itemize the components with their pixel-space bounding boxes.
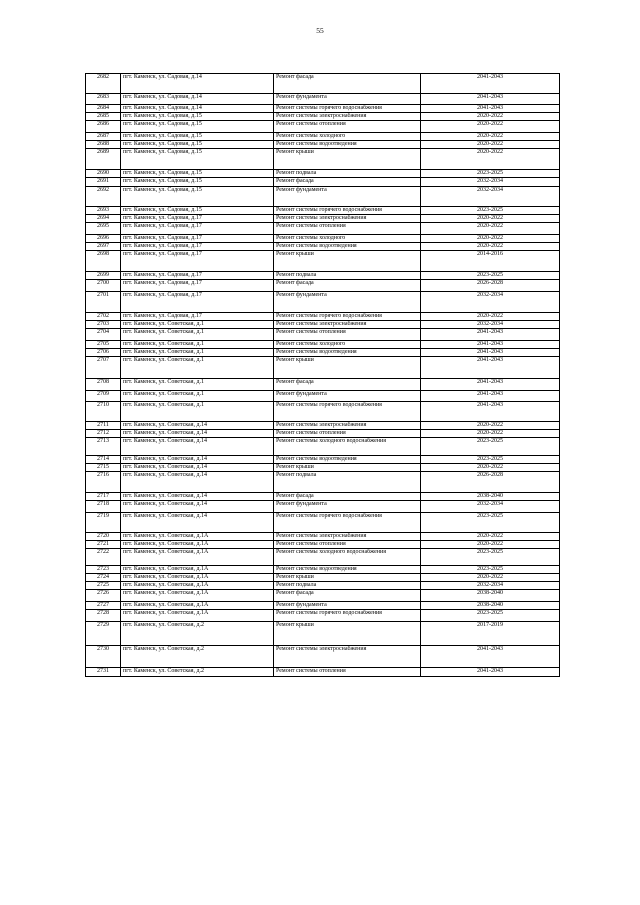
table-row: [86, 321, 560, 329]
row-period: 2014-2016: [421, 251, 560, 272]
row-address: пгт. Каменск, ул. Советская, д.14: [121, 456, 274, 464]
table-row: [86, 574, 560, 582]
row-period: 2041-2043: [421, 668, 560, 677]
row-work-type: Ремонт системы отопления: [274, 430, 421, 438]
row-period: 2023-2025: [421, 207, 560, 215]
table-row: [86, 610, 560, 622]
row-work-type: Ремонт крыши: [274, 149, 421, 170]
table-row: [86, 357, 560, 379]
row-period: 2023-2025: [421, 272, 560, 280]
table-row: [86, 379, 560, 391]
row-number: 2721: [86, 541, 121, 549]
row-number: 2723: [86, 566, 121, 574]
row-number: 2711: [86, 422, 121, 430]
row-period: 2020-2022: [421, 215, 560, 223]
row-work-type: Ремонт системы электроснабжения: [274, 646, 421, 668]
row-address: пгт. Каменск, ул. Советская, д.1А: [121, 549, 274, 566]
row-number: 2703: [86, 321, 121, 329]
table-row: [86, 582, 560, 590]
row-number: 2714: [86, 456, 121, 464]
row-address: пгт. Каменск, ул. Садовая, д.17: [121, 313, 274, 321]
row-work-type: Ремонт системы отопления: [274, 121, 421, 133]
row-work-type: Ремонт крыши: [274, 464, 421, 472]
table-row: [86, 501, 560, 513]
row-work-type: Ремонт системы электроснабжения: [274, 215, 421, 223]
row-period: 2032-2034: [421, 501, 560, 513]
table-row: [86, 349, 560, 357]
row-work-type: Ремонт подвала: [274, 170, 421, 178]
row-period: 2041-2043: [421, 357, 560, 379]
row-work-type: Ремонт системы отопления: [274, 223, 421, 235]
row-number: 2695: [86, 223, 121, 235]
row-work-type: Ремонт фундамента: [274, 501, 421, 513]
row-work-type: Ремонт системы холодного водоснабжения: [274, 438, 421, 456]
row-period: 2020-2022: [421, 113, 560, 121]
table-row: [86, 223, 560, 235]
table-row: [86, 430, 560, 438]
row-number: 2683: [86, 94, 121, 105]
row-period: 2041-2043: [421, 329, 560, 341]
row-number: 2691: [86, 178, 121, 187]
row-work-type: Ремонт системы электроснабжения: [274, 321, 421, 329]
row-number: 2705: [86, 341, 121, 349]
row-number: 2709: [86, 391, 121, 402]
row-address: пгт. Каменск, ул. Садовая, д.15: [121, 170, 274, 178]
page-number: 55: [316, 26, 324, 35]
row-address: пгт. Каменск, ул. Советская, д.14: [121, 501, 274, 513]
row-work-type: Ремонт фасада: [274, 280, 421, 292]
row-address: пгт. Каменск, ул. Советская, д.1: [121, 379, 274, 391]
row-address: пгт. Каменск, ул. Советская, д.1А: [121, 582, 274, 590]
row-number: 2684: [86, 105, 121, 113]
row-work-type: Ремонт фасада: [274, 590, 421, 602]
row-work-type: Ремонт фундамента: [274, 292, 421, 313]
row-period: 2023-2025: [421, 438, 560, 456]
table-row: [86, 456, 560, 464]
table-row: [86, 170, 560, 178]
row-period: 2020-2022: [421, 313, 560, 321]
row-period: 2023-2025: [421, 170, 560, 178]
row-period: 2041-2043: [421, 391, 560, 402]
row-work-type: Ремонт системы отопления: [274, 541, 421, 549]
row-number: 2724: [86, 574, 121, 582]
row-period: 2032-2034: [421, 187, 560, 207]
row-period: 2020-2022: [421, 235, 560, 243]
row-number: 2693: [86, 207, 121, 215]
row-address: пгт. Каменск, ул. Садовая, д.17: [121, 272, 274, 280]
row-period: 2020-2022: [421, 422, 560, 430]
row-period: 2041-2043: [421, 646, 560, 668]
row-address: пгт. Каменск, ул. Садовая, д.15: [121, 149, 274, 170]
row-work-type: Ремонт крыши: [274, 622, 421, 646]
row-work-type: Ремонт фундамента: [274, 391, 421, 402]
row-address: пгт. Каменск, ул. Садовая, д.14: [121, 105, 274, 113]
row-period: 2041-2043: [421, 341, 560, 349]
table-row: [86, 280, 560, 292]
row-address: пгт. Каменск, ул. Советская, д.1А: [121, 610, 274, 622]
row-number: 2708: [86, 379, 121, 391]
row-address: пгт. Каменск, ул. Садовая, д.17: [121, 235, 274, 243]
row-number: 2699: [86, 272, 121, 280]
row-period: 2032-2034: [421, 292, 560, 313]
row-period: 2017-2019: [421, 622, 560, 646]
table-row: [86, 113, 560, 121]
row-number: 2720: [86, 533, 121, 541]
table-row: [86, 541, 560, 549]
row-work-type: Ремонт системы горячего водоснабжения: [274, 402, 421, 422]
row-period: 2026-2028: [421, 472, 560, 493]
row-period: 2026-2028: [421, 280, 560, 292]
row-number: 2686: [86, 121, 121, 133]
row-address: пгт. Каменск, ул. Советская, д.14: [121, 472, 274, 493]
row-work-type: Ремонт фасада: [274, 178, 421, 187]
table-row: [86, 464, 560, 472]
table-row: [86, 251, 560, 272]
table-row: [86, 187, 560, 207]
row-address: пгт. Каменск, ул. Советская, д.14: [121, 513, 274, 533]
row-number: 2690: [86, 170, 121, 178]
table-row: [86, 74, 560, 94]
row-address: пгт. Каменск, ул. Садовая, д.17: [121, 215, 274, 223]
row-address: пгт. Каменск, ул. Советская, д.1А: [121, 541, 274, 549]
row-work-type: Ремонт фундамента: [274, 602, 421, 610]
row-number: 2731: [86, 668, 121, 677]
row-address: пгт. Каменск, ул. Садовая, д.17: [121, 280, 274, 292]
row-number: 2700: [86, 280, 121, 292]
table-row: [86, 438, 560, 456]
row-address: пгт. Каменск, ул. Советская, д.2: [121, 668, 274, 677]
row-address: пгт. Каменск, ул. Садовая, д.15: [121, 187, 274, 207]
row-address: пгт. Каменск, ул. Советская, д.1: [121, 391, 274, 402]
row-address: пгт. Каменск, ул. Садовая, д.17: [121, 223, 274, 235]
row-number: 2697: [86, 243, 121, 251]
table-row: [86, 341, 560, 349]
row-number: 2717: [86, 493, 121, 501]
row-work-type: Ремонт системы отопления: [274, 668, 421, 677]
row-period: 2032-2034: [421, 582, 560, 590]
row-address: пгт. Каменск, ул. Советская, д.1: [121, 329, 274, 341]
row-period: 2020-2022: [421, 149, 560, 170]
row-work-type: Ремонт системы водоотведения: [274, 141, 421, 149]
table-row: [86, 207, 560, 215]
row-address: пгт. Каменск, ул. Садовая, д.14: [121, 94, 274, 105]
row-period: 2038-2040: [421, 493, 560, 501]
table-row: [86, 178, 560, 187]
row-address: пгт. Каменск, ул. Садовая, д.17: [121, 251, 274, 272]
row-number: 2710: [86, 402, 121, 422]
row-work-type: Ремонт системы водоотведения: [274, 456, 421, 464]
row-address: пгт. Каменск, ул. Советская, д.1: [121, 321, 274, 329]
row-work-type: Ремонт фасада: [274, 379, 421, 391]
row-period: 2020-2022: [421, 541, 560, 549]
row-work-type: Ремонт системы горячего водоснабжения: [274, 313, 421, 321]
table-row: [86, 133, 560, 141]
row-period: 2041-2043: [421, 402, 560, 422]
row-number: 2729: [86, 622, 121, 646]
table-row: [86, 493, 560, 501]
repair-schedule-rows: [86, 74, 560, 677]
table-row: [86, 549, 560, 566]
table-row: [86, 422, 560, 430]
row-address: пгт. Каменск, ул. Садовая, д.17: [121, 292, 274, 313]
row-address: пгт. Каменск, ул. Садовая, д.15: [121, 113, 274, 121]
repair-schedule-table: [85, 73, 560, 677]
row-number: 2727: [86, 602, 121, 610]
row-address: пгт. Каменск, ул. Садовая, д.15: [121, 178, 274, 187]
table-row: [86, 668, 560, 677]
row-number: 2694: [86, 215, 121, 223]
row-address: пгт. Каменск, ул. Советская, д.14: [121, 464, 274, 472]
row-work-type: Ремонт системы водоотведения: [274, 243, 421, 251]
row-period: 2020-2022: [421, 133, 560, 141]
table-row: [86, 602, 560, 610]
row-work-type: Ремонт крыши: [274, 251, 421, 272]
row-work-type: Ремонт системы горячего водоснабжения: [274, 610, 421, 622]
row-work-type: Ремонт крыши: [274, 357, 421, 379]
row-work-type: Ремонт крыши: [274, 574, 421, 582]
row-number: 2728: [86, 610, 121, 622]
table-row: [86, 243, 560, 251]
table-row: [86, 533, 560, 541]
table-row: [86, 121, 560, 133]
row-period: 2020-2022: [421, 141, 560, 149]
row-number: 2726: [86, 590, 121, 602]
row-work-type: Ремонт системы горячего водоснабжения: [274, 513, 421, 533]
row-address: пгт. Каменск, ул. Советская, д.1: [121, 341, 274, 349]
row-address: пгт. Каменск, ул. Советская, д.1: [121, 349, 274, 357]
row-address: пгт. Каменск, ул. Советская, д.2: [121, 646, 274, 668]
row-address: пгт. Каменск, ул. Советская, д.14: [121, 430, 274, 438]
row-period: 2032-2034: [421, 321, 560, 329]
row-work-type: Ремонт системы водоотведения: [274, 566, 421, 574]
table-row: [86, 622, 560, 646]
row-address: пгт. Каменск, ул. Садовая, д.15: [121, 121, 274, 133]
row-work-type: Ремонт подвала: [274, 272, 421, 280]
row-number: 2719: [86, 513, 121, 533]
row-number: 2687: [86, 133, 121, 141]
row-work-type: Ремонт системы холодного: [274, 133, 421, 141]
row-period: 2023-2025: [421, 549, 560, 566]
row-work-type: Ремонт подвала: [274, 472, 421, 493]
row-period: 2023-2025: [421, 513, 560, 533]
row-address: пгт. Каменск, ул. Советская, д.1А: [121, 574, 274, 582]
row-number: 2701: [86, 292, 121, 313]
table-row: [86, 292, 560, 313]
table-row: [86, 402, 560, 422]
row-address: пгт. Каменск, ул. Советская, д.1А: [121, 590, 274, 602]
row-address: пгт. Каменск, ул. Советская, д.1А: [121, 566, 274, 574]
row-address: пгт. Каменск, ул. Советская, д.14: [121, 422, 274, 430]
row-period: 2041-2043: [421, 379, 560, 391]
row-work-type: Ремонт системы водоотведения: [274, 349, 421, 357]
row-address: пгт. Каменск, ул. Советская, д.1: [121, 357, 274, 379]
row-work-type: Ремонт фундамента: [274, 94, 421, 105]
row-period: 2041-2043: [421, 74, 560, 94]
row-period: 2020-2022: [421, 574, 560, 582]
table-row: [86, 513, 560, 533]
row-work-type: Ремонт системы холодного: [274, 341, 421, 349]
row-address: пгт. Каменск, ул. Советская, д.1: [121, 402, 274, 422]
table-row: [86, 272, 560, 280]
table-row: [86, 566, 560, 574]
row-period: 2041-2043: [421, 105, 560, 113]
row-number: 2702: [86, 313, 121, 321]
row-number: 2706: [86, 349, 121, 357]
row-work-type: Ремонт системы холодного водоснабжения: [274, 549, 421, 566]
table-row: [86, 149, 560, 170]
table-row: [86, 329, 560, 341]
row-number: 2725: [86, 582, 121, 590]
row-number: 2704: [86, 329, 121, 341]
row-period: 2020-2022: [421, 430, 560, 438]
row-work-type: Ремонт системы горячего водоснабжения: [274, 105, 421, 113]
row-address: пгт. Каменск, ул. Садовая, д.15: [121, 207, 274, 215]
row-number: 2688: [86, 141, 121, 149]
row-number: 2716: [86, 472, 121, 493]
row-work-type: Ремонт системы отопления: [274, 329, 421, 341]
row-number: 2715: [86, 464, 121, 472]
row-period: 2020-2022: [421, 464, 560, 472]
row-address: пгт. Каменск, ул. Советская, д.2: [121, 622, 274, 646]
row-work-type: Ремонт фундамента: [274, 187, 421, 207]
table-row: [86, 215, 560, 223]
row-address: пгт. Каменск, ул. Садовая, д.14: [121, 74, 274, 94]
row-work-type: Ремонт системы электроснабжения: [274, 113, 421, 121]
table-row: [86, 313, 560, 321]
row-period: 2032-2034: [421, 178, 560, 187]
row-number: 2682: [86, 74, 121, 94]
row-address: пгт. Каменск, ул. Советская, д.14: [121, 438, 274, 456]
row-period: 2038-2040: [421, 602, 560, 610]
row-number: 2692: [86, 187, 121, 207]
table-row: [86, 235, 560, 243]
row-number: 2696: [86, 235, 121, 243]
row-work-type: Ремонт системы электроснабжения: [274, 533, 421, 541]
row-number: 2713: [86, 438, 121, 456]
row-period: 2020-2022: [421, 121, 560, 133]
row-period: 2020-2022: [421, 243, 560, 251]
row-period: 2038-2040: [421, 590, 560, 602]
row-number: 2722: [86, 549, 121, 566]
row-period: 2023-2025: [421, 610, 560, 622]
row-period: 2023-2025: [421, 566, 560, 574]
row-work-type: Ремонт подвала: [274, 582, 421, 590]
table-row: [86, 391, 560, 402]
table-row: [86, 141, 560, 149]
row-address: пгт. Каменск, ул. Садовая, д.15: [121, 133, 274, 141]
row-work-type: Ремонт системы холодного: [274, 235, 421, 243]
row-address: пгт. Каменск, ул. Советская, д.1А: [121, 602, 274, 610]
table-row: [86, 472, 560, 493]
row-period: 2041-2043: [421, 349, 560, 357]
table-row: [86, 105, 560, 113]
row-period: 2020-2022: [421, 533, 560, 541]
table-row: [86, 646, 560, 668]
row-work-type: Ремонт системы электроснабжения: [274, 422, 421, 430]
row-work-type: Ремонт фасада: [274, 74, 421, 94]
row-period: 2041-2043: [421, 94, 560, 105]
row-address: пгт. Каменск, ул. Советская, д.1А: [121, 533, 274, 541]
row-number: 2698: [86, 251, 121, 272]
row-address: пгт. Каменск, ул. Садовая, д.17: [121, 243, 274, 251]
table-row: [86, 590, 560, 602]
table-row: [86, 94, 560, 105]
row-number: 2730: [86, 646, 121, 668]
row-number: 2707: [86, 357, 121, 379]
row-work-type: Ремонт системы горячего водоснабжения: [274, 207, 421, 215]
row-work-type: Ремонт фасада: [274, 493, 421, 501]
row-address: пгт. Каменск, ул. Садовая, д.15: [121, 141, 274, 149]
row-period: 2023-2025: [421, 456, 560, 464]
row-address: пгт. Каменск, ул. Советская, д.14: [121, 493, 274, 501]
row-number: 2718: [86, 501, 121, 513]
row-period: 2020-2022: [421, 223, 560, 235]
row-number: 2685: [86, 113, 121, 121]
row-number: 2689: [86, 149, 121, 170]
row-number: 2712: [86, 430, 121, 438]
